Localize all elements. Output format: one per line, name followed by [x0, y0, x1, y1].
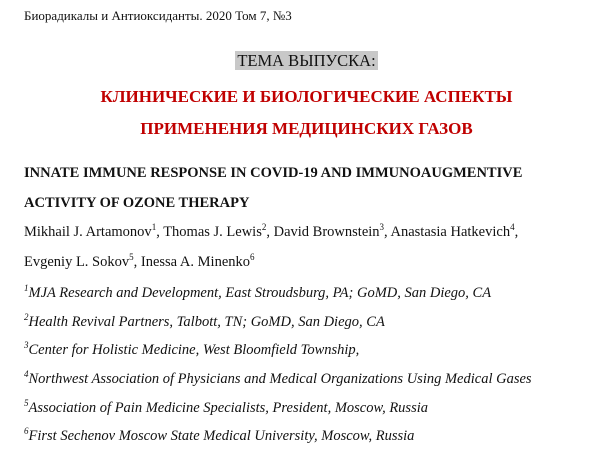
author-affiliation-number: 3 [379, 222, 385, 233]
affiliation-text: MJA Research and Development, East Stroudsburg, PA; GoMD, San Diego, CA [28, 285, 492, 301]
affiliation [24, 369, 532, 389]
affiliation-number: 4 [24, 369, 29, 380]
affiliation-text: Northwest Association of Physicians and Medical Organizations Using Medical Gases [28, 371, 532, 387]
authors-line-1 [24, 222, 518, 242]
issue-theme-label [0, 50, 613, 72]
journal-header: Биорадикалы и Антиоксиданты. 2020 Том 7, №3 [24, 8, 292, 23]
author-affiliation-number: 2 [261, 222, 267, 233]
author [390, 224, 518, 240]
author-affiliation-number: 4 [510, 222, 515, 233]
author-name: David Brownstein [273, 224, 380, 240]
affiliation [24, 340, 359, 360]
author-name: Thomas J. Lewis [163, 224, 262, 240]
author-separator: , [156, 224, 164, 240]
affiliation-number: 3 [24, 340, 29, 351]
author-separator: , [514, 224, 519, 240]
author-separator: , [266, 224, 274, 240]
affiliation-text: Association of Pain Medicine Specialists, President, Moscow, Russia [28, 400, 429, 416]
author-affiliation-number: 1 [151, 222, 157, 233]
author-separator: , [384, 224, 391, 240]
affiliation [24, 283, 491, 303]
affiliation-text: First Sechenov Moscow State Medical University, Moscow, Russia [28, 428, 415, 444]
author [274, 224, 391, 240]
affiliation [24, 312, 385, 332]
author-separator: , [133, 254, 141, 270]
article-title-line-2: ACTIVITY OF OZONE THERAPY [24, 195, 250, 211]
affiliation [24, 426, 414, 446]
affiliation [24, 398, 428, 418]
author [163, 224, 273, 240]
author-affiliation-number: 6 [250, 252, 255, 263]
affiliation-number: 1 [24, 283, 29, 294]
issue-theme-title-line-2: ПРИМЕНЕНИЯ МЕДИЦИНСКИХ ГАЗОВ [140, 119, 473, 138]
issue-theme-title-line-1: КЛИНИЧЕСКИЕ И БИОЛОГИЧЕСКИЕ АСПЕКТЫ [100, 87, 513, 106]
author [24, 224, 163, 240]
article-title-line-1: INNATE IMMUNE RESPONSE IN COVID-19 AND IMMUNOAUGMENTIVE [24, 165, 523, 181]
author [24, 254, 141, 270]
affiliation-number: 6 [24, 426, 29, 437]
issue-theme-label-text: ТЕМА ВЫПУСКА: [237, 51, 376, 70]
affiliation-number: 2 [24, 312, 29, 323]
author-name: Anastasia Hatkevich [390, 224, 511, 240]
affiliation-text: Health Revival Partners, Talbott, TN; GoMD, San Diego, CA [28, 314, 385, 330]
author-name: Inessa A. Minenko [140, 254, 251, 270]
affiliation-number: 5 [24, 398, 29, 409]
author-name: Evgeniy L. Sokov [24, 254, 130, 270]
affiliation-text: Center for Holistic Medicine, West Bloomfield Township, [28, 342, 360, 358]
author [141, 254, 255, 270]
author-affiliation-number: 5 [129, 252, 134, 263]
author-name: Mikhail J. Artamonov [24, 224, 152, 240]
authors-line-2 [24, 252, 255, 272]
